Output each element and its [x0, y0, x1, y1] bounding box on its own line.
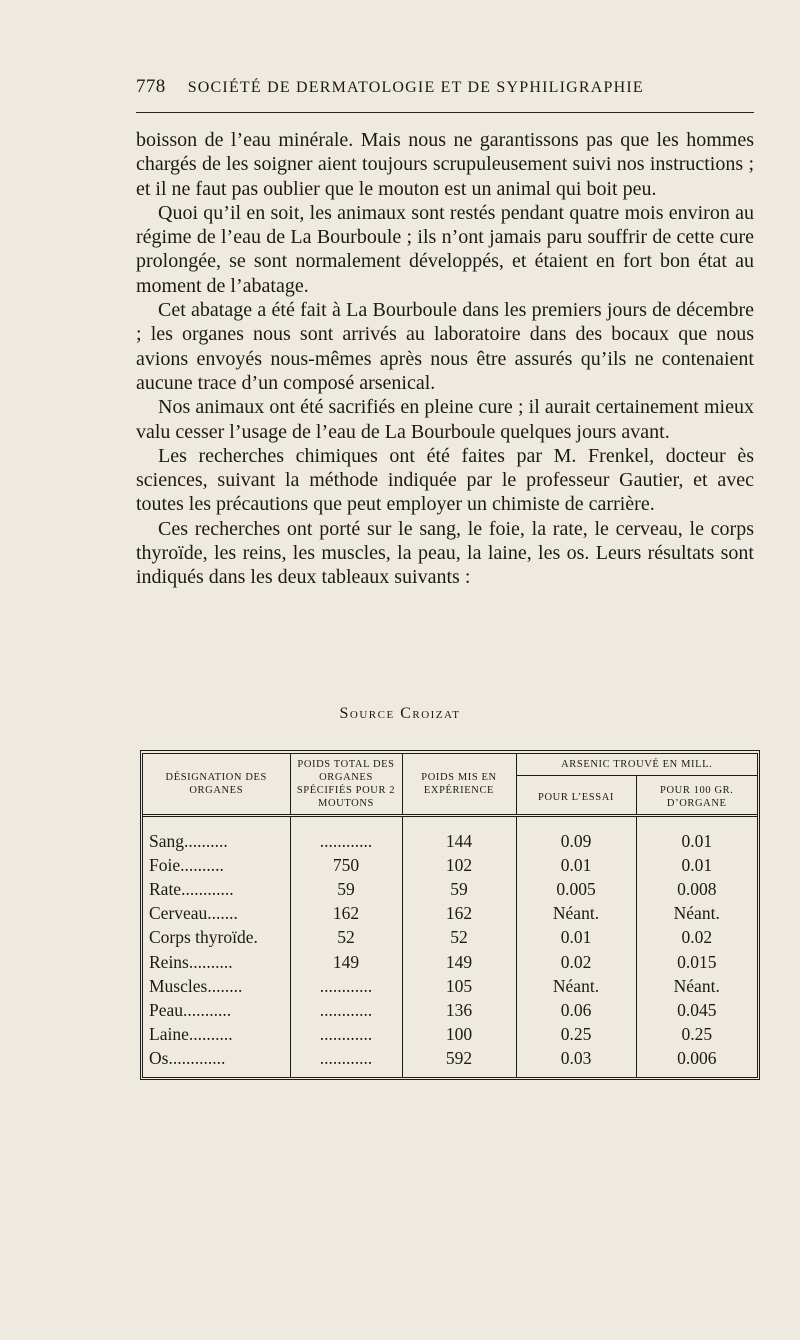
organ-name: Rate............ [143, 877, 290, 901]
poids-mis: 162 [402, 902, 516, 926]
arsenic-essai: 0.25 [516, 1023, 636, 1047]
paragraph: Les recherches chimiques ont été faites par M. Frenkel, docteur ès sciences, suivant la méthode indiquée par le professeur Gautier, et avec toutes les précautions que peut employer un chimiste de carrière. [136, 444, 754, 516]
arsenic-100g: 0.006 [677, 1048, 717, 1069]
paragraph: Quoi qu’il en soit, les animaux sont restés pendant quatre mois environ au régime de l’eau de La Bourboule ; ils n’ont jamais paru souffrir de cette cure prolongée, se sont normalement développés, et étaient en fort bon état au moment de l’abatage. [136, 201, 754, 297]
poids-mis: 144 [402, 816, 516, 854]
table-row [143, 902, 757, 926]
table-row [143, 877, 757, 901]
arsenic-essai: Néant. [516, 974, 636, 998]
poids-mis: 105 [402, 974, 516, 998]
poids-total: ............ [290, 974, 402, 998]
arsenic-essai: 0.005 [516, 877, 636, 901]
poids-mis: 149 [402, 950, 516, 974]
arsenic-essai: 0.02 [516, 950, 636, 974]
body-text [136, 128, 754, 590]
poids-total: ............ [290, 1047, 402, 1077]
poids-total: 162 [290, 902, 402, 926]
arsenic-essai: 0.01 [516, 853, 636, 877]
arsenic-100g: 0.01 [681, 854, 713, 875]
poids-total: ............ [290, 998, 402, 1022]
arsenic-essai: Néant. [516, 902, 636, 926]
arsenic-100g: Néant. [673, 975, 720, 996]
arsenic-essai: 0.09 [516, 816, 636, 854]
organ-name: Os............. [143, 1047, 290, 1077]
arsenic-100g: 0.045 [677, 999, 717, 1020]
paragraph: Ces recherches ont porté sur le sang, le foie, la rate, le cerveau, le corps thyroïde, les reins, les muscles, la peau, la laine, les os. Leurs résultats sont indiqués dans les deux tableaux suivants : [136, 517, 754, 589]
poids-total: 59 [290, 877, 402, 901]
organ-name: Corps thyroïde. [143, 926, 290, 950]
page-number: 778 [136, 76, 166, 97]
table-row [143, 950, 757, 974]
paragraph: boisson de l’eau minérale. Mais nous ne garantissons pas que les hommes chargés de les soigner aient toujours scrupuleusement suivi nos instructions ; et il ne faut pas oublier que le mouton est un animal qui boit peu. [136, 129, 754, 200]
header-pour-essai: POUR L’ESSAI [516, 776, 636, 816]
table-row [143, 853, 757, 877]
poids-mis: 136 [402, 998, 516, 1022]
paragraph: Cet abatage a été fait à La Bourboule dans les premiers jours de décembre ; les organes nous sont arrivés au laboratoire dans des bocaux que nous avions envoyés nous-mêmes après nous être assurés qu’ils ne contenaient aucune trace d’un composé arsenical. [136, 299, 754, 394]
header-poids-mis: POIDS MIS EN EXPÉRIENCE [402, 754, 516, 816]
page-header [136, 76, 754, 98]
arsenic-100g: 0.008 [677, 878, 717, 899]
poids-mis: 102 [402, 853, 516, 877]
arsenic-essai: 0.01 [516, 926, 636, 950]
poids-mis: 592 [402, 1047, 516, 1077]
arsenic-essai: 0.06 [516, 998, 636, 1022]
arsenic-100g: 0.01 [681, 830, 713, 851]
running-title: SOCIÉTÉ DE DERMATOLOGIE ET DE SYPHILIGRAPHIE [187, 79, 644, 96]
header-designation: DÉSIGNATION DES ORGANES [143, 754, 290, 816]
arsenic-table [140, 750, 760, 1080]
table-row [143, 974, 757, 998]
arsenic-100g: Néant. [673, 903, 720, 924]
poids-total: 52 [290, 926, 402, 950]
header-rule [136, 112, 754, 113]
poids-mis: 52 [402, 926, 516, 950]
paragraph: Nos animaux ont été sacrifiés en pleine cure ; il aurait certainement mieux valu cesser l’usage de l’eau de La Bourboule quelques jours avant. [136, 396, 754, 443]
organ-name: Sang.......... [143, 816, 290, 854]
organ-name: Cerveau....... [143, 902, 290, 926]
table-caption: Source Croizat [339, 705, 461, 722]
table-row [143, 1023, 757, 1047]
header-arsenic: ARSENIC TROUVÉ EN MILL. [561, 759, 713, 770]
table-row [143, 1047, 757, 1077]
organ-name: Laine.......... [143, 1023, 290, 1047]
organ-name: Peau........... [143, 998, 290, 1022]
arsenic-essai: 0.03 [516, 1047, 636, 1077]
table-row [143, 926, 757, 950]
table-row [143, 816, 757, 854]
arsenic-100g: 0.015 [677, 951, 717, 972]
organ-name: Foie.......... [143, 853, 290, 877]
header-pour-100: POUR 100 GR. D’ORGANE [636, 776, 757, 816]
organ-name: Muscles........ [143, 974, 290, 998]
poids-total: ............ [290, 1023, 402, 1047]
header-poids-total: POIDS TOTAL DES ORGANES SPÉCIFIÉS POUR 2 MOUTONS [290, 754, 402, 816]
table-row [143, 998, 757, 1022]
poids-mis: 59 [402, 877, 516, 901]
arsenic-100g: 0.02 [681, 927, 713, 948]
organ-name: Reins.......... [143, 950, 290, 974]
poids-total: 149 [290, 950, 402, 974]
arsenic-100g: 0.25 [681, 1024, 713, 1045]
poids-total: 750 [290, 853, 402, 877]
poids-total: ............ [290, 816, 402, 854]
poids-mis: 100 [402, 1023, 516, 1047]
